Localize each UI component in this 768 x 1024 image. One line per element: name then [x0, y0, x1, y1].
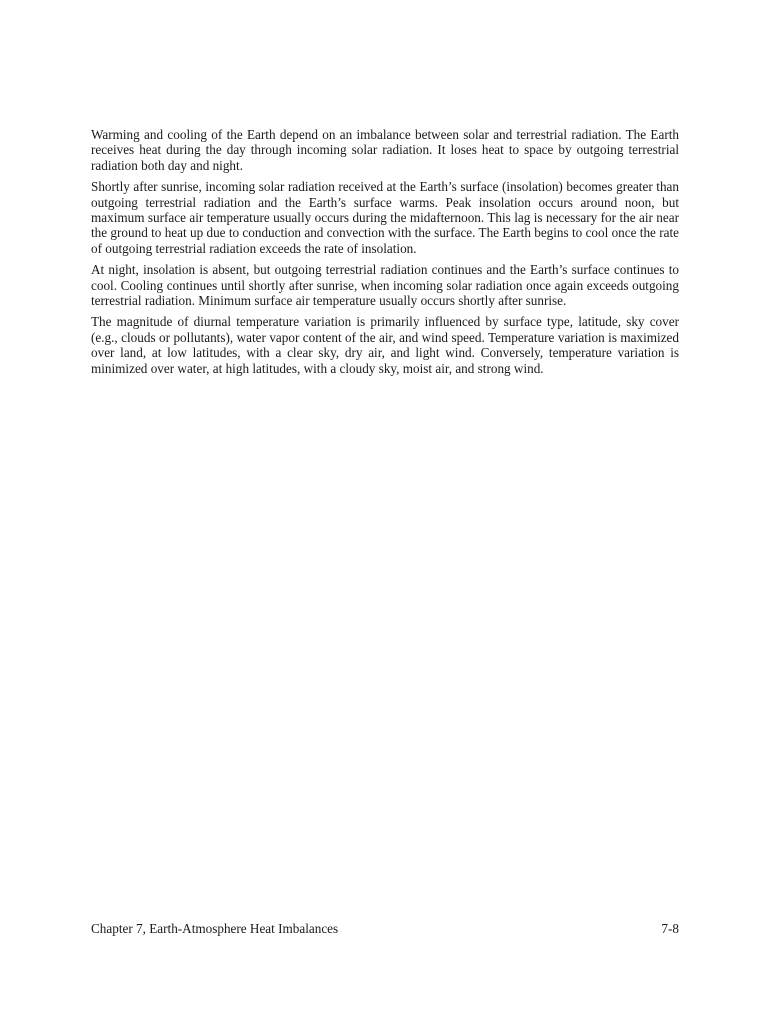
paragraph: At night, insolation is absent, but outgoing terrestrial radiation continues and the Earth’s surface continues to cool. Cooling continues until shortly after sunrise, when incoming solar radiation once again exceeds outgoing terrestrial radiation. Minimum surface air temperature usually occurs shortly after sunrise.	[91, 262, 679, 309]
footer-chapter-title: Chapter 7, Earth-Atmosphere Heat Imbalances	[91, 921, 339, 936]
paragraph: The magnitude of diurnal temperature variation is primarily influenced by surface type, latitude, sky cover (e.g., clouds or pollutants), water vapor content of the air, and wind speed. Temperature variation is maximized over land, at low latitudes, with a clear sky, dry air, and light wind. Conversely, temperature variation is minimized over water, at high latitudes, with a cloudy sky, moist air, and strong wind.	[91, 314, 679, 376]
paragraph: Shortly after sunrise, incoming solar radiation received at the Earth’s surface (insolation) becomes greater than outgoing terrestrial radiation and the Earth’s surface warms. Peak insolation occurs around noon, but maximum surface air temperature usually occurs during the midafternoon. This lag is necessary for the air near the ground to heat up due to conduction and convection with the surface. The Earth begins to cool once the rate of outgoing terrestrial radiation exceeds the rate of insolation.	[91, 179, 679, 256]
footer-page-number: 7-8	[661, 921, 679, 936]
page-footer	[91, 921, 679, 937]
paragraph: Warming and cooling of the Earth depend on an imbalance between solar and terrestrial radiation. The Earth receives heat during the day through incoming solar radiation. It loses heat to space by outgoing terrestrial radiation both day and night.	[91, 127, 679, 173]
body-text	[91, 127, 679, 382]
